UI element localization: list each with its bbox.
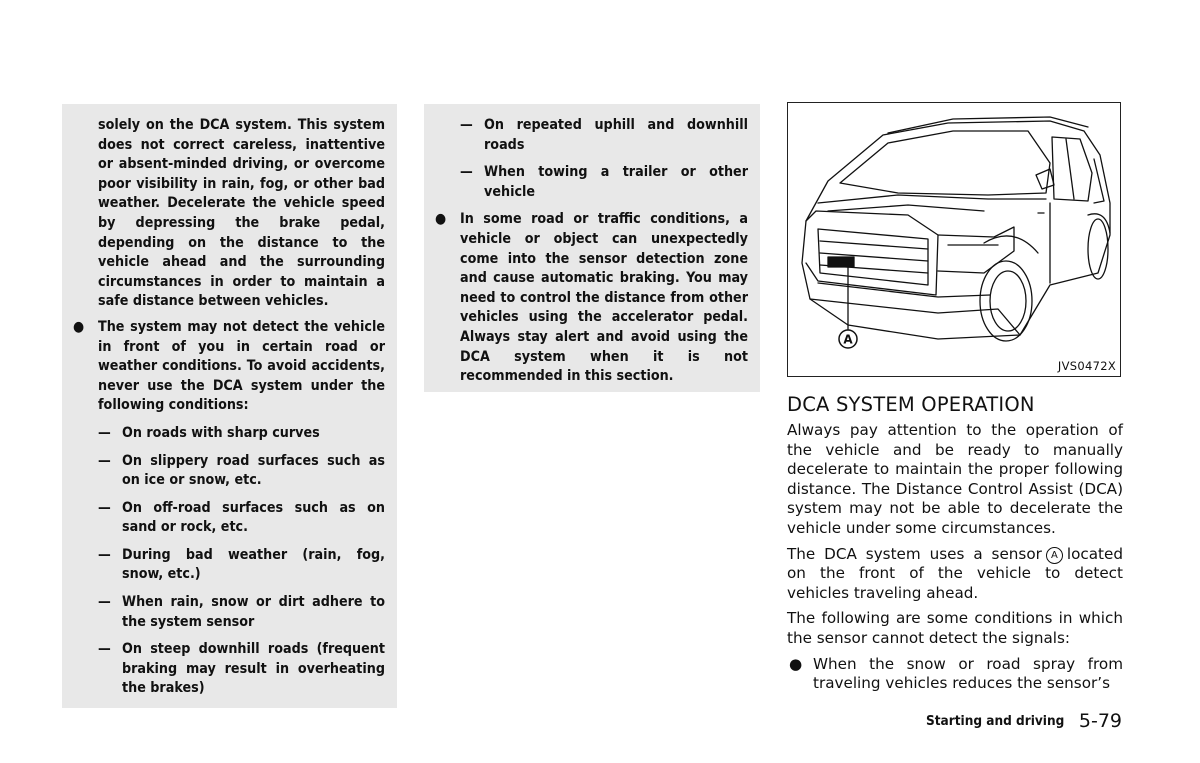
warning-bullet <box>435 210 748 386</box>
callout-a-label: A <box>843 332 853 347</box>
condition-item <box>98 640 385 699</box>
condition-item <box>460 163 748 202</box>
dash-icon: — <box>460 117 473 133</box>
condition-item <box>98 452 385 491</box>
body-paragraph: The following are some conditions in which the sensor cannot detect the signals: <box>787 609 1123 647</box>
body-paragraph: Always pay attention to the operation of the vehicle and be ready to manually decelerate to maintain the proper following distance. The Distance Control Assist (DCA) system may not be able to decelerate the vehicle under some circumstances. <box>787 421 1123 537</box>
condition-text: On off-road surfaces such as on sand or rock, etc. <box>122 499 385 536</box>
dash-icon: — <box>98 594 111 611</box>
condition-item <box>98 424 385 444</box>
figure-code: JVS0472X <box>1057 359 1116 373</box>
condition-text: On roads with sharp curves <box>122 424 320 441</box>
condition-text: On steep downhill roads (frequent braking may result in overheating the brakes) <box>122 641 385 697</box>
dash-icon: — <box>98 641 111 658</box>
condition-text: On slippery road surfaces such as on ice or snow, etc. <box>122 452 385 489</box>
condition-item <box>98 499 385 538</box>
body-text: located on the front of the vehicle to detect vehicles traveling ahead. <box>787 544 1123 602</box>
warning-intro-text: solely on the DCA system. This system does not correct careless, inattentive or absent-minded driving, or overcome poor visibility in rain, fog, or other bad weather. Decelerate the vehicle speed by depressing the brake pedal, depending on the distance to the vehicle ahead and the surrounding circumstances in order to maintain a safe distance between vehicles. <box>98 117 385 310</box>
dash-icon: — <box>98 452 111 469</box>
condition-item <box>460 116 748 155</box>
footer-section-name: Starting and driving <box>925 713 1065 729</box>
vehicle-sensor-figure <box>787 102 1121 377</box>
dash-icon: — <box>98 424 111 441</box>
page-footer <box>926 710 1122 732</box>
warning-bullet-text: In some road or traffic conditions, a vehicle or object can unexpectedly come into the sensor detection zone and cause automatic braking. You may need to control the distance from other vehicles using the accelerator pedal. Always stay alert and avoid using the DCA system when it is not recommended in this section. <box>460 211 748 385</box>
dash-icon: — <box>98 546 111 563</box>
section-title: DCA SYSTEM OPERATION <box>787 393 1035 416</box>
body-paragraph <box>787 545 1123 604</box>
body-text: The DCA system uses a sensor <box>787 544 1042 563</box>
condition-text: When rain, snow or dirt adhere to the system sensor <box>122 594 385 630</box>
condition-text: On repeated uphill and downhill roads <box>484 117 748 153</box>
vehicle-illustration <box>788 103 1119 375</box>
condition-text: During bad weather (rain, fog, snow, etc.) <box>122 546 385 583</box>
warning-box-left <box>62 104 397 708</box>
page-number: 5-79 <box>1078 710 1122 732</box>
warning-box-middle <box>424 104 760 392</box>
section-body <box>787 421 1123 702</box>
bullet-dot-icon: ● <box>789 654 803 673</box>
warning-bullet-text: The system may not detect the vehicle in front of you in certain road or weather conditions. To avoid accidents, never use the DCA system under the following conditions: <box>98 318 385 414</box>
bullet-dot-icon: ● <box>435 211 447 228</box>
body-bullet-text: When the snow or road spray from traveling vehicles reduces the sensor’s <box>813 654 1123 693</box>
dash-icon: — <box>460 164 473 181</box>
condition-text: When towing a trailer or other vehicle <box>484 164 748 200</box>
condition-item <box>98 546 385 585</box>
warning-bullet <box>73 318 385 416</box>
bullet-dot-icon: ● <box>73 318 85 335</box>
dash-icon: — <box>98 499 111 516</box>
body-bullet <box>789 654 1123 694</box>
callout-a-icon: A <box>1046 547 1063 564</box>
condition-item <box>98 593 385 632</box>
